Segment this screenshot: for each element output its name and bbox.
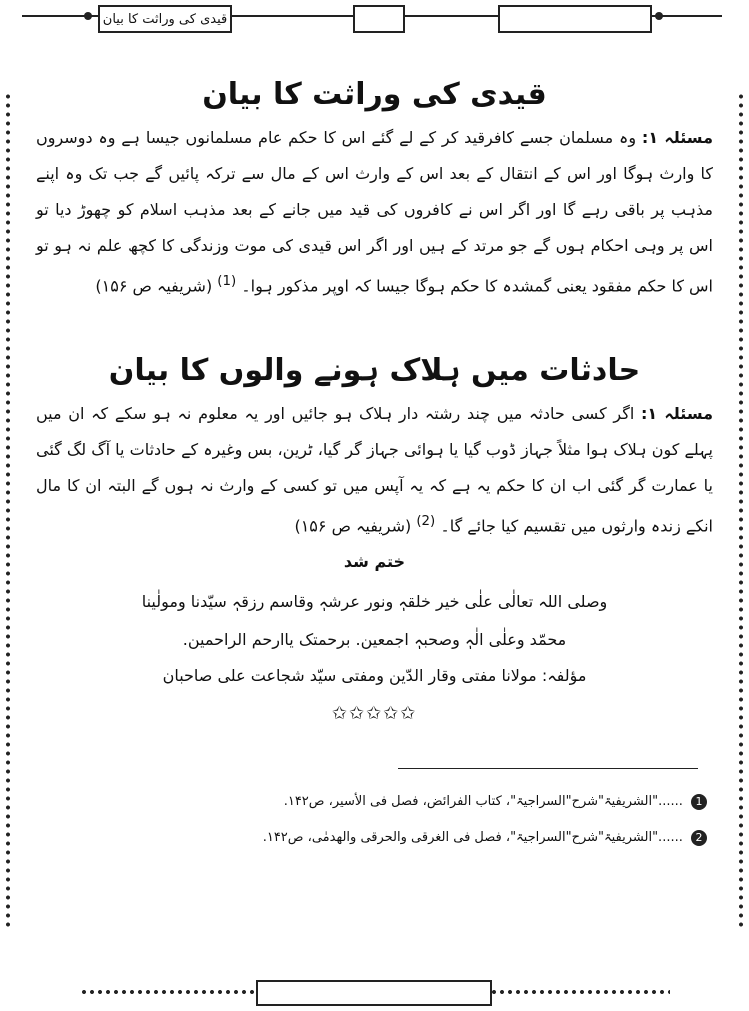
- header-blank-box-middle: [353, 5, 405, 33]
- footer-dotted-rule-right: [490, 990, 670, 994]
- header-end-dot-right: [655, 12, 663, 20]
- closing-line-2: محمّد وعلٰی الٰہٖ وصحبہٖ اجمعین. برحمتک یاارحم الراحمین.: [182, 629, 567, 649]
- footnote-rule: [398, 768, 698, 769]
- header-blank-box-right: [498, 5, 652, 33]
- author-line: مؤلفہ: مولانا مفتی وقار الدّین ومفتی سیّد شجاعت علی صاحبان: [162, 665, 587, 685]
- section-2-citation: (شریفیہ ص ۱۵۶): [294, 516, 412, 536]
- section-2-paragraph: [36, 396, 713, 544]
- running-title-box: [98, 5, 232, 33]
- section-2-label: مسئلہ ۱:: [641, 404, 714, 424]
- footer-blank-box: [256, 980, 492, 1006]
- section-2-text: اگر کسی حادثہ میں چند رشتہ دار ہلاک ہو جائیں اور یہ معلوم نہ ہو سکے کہ ان میں پہلے کون ہلاک ہوا مثلاً جہاز ڈوب گیا یا ہوائی جہاز گر گیا، ٹرین، بس وغیرہ کے حادثات یا آگ لگ گئی یا عمارت گر گئی اب ان کا حکم یہ ہے کہ یہ آپس میں تو کسی کے وارث نہ ہوں گے البتہ ان کا مال انکے زندہ وارثوں میں تقسیم کیا جائے گا۔: [36, 404, 713, 536]
- section-1-ref: (1): [217, 274, 237, 289]
- footnote-2-text: ......"الشریفیۃ"شرح"السراجیۃ"، فصل فی الغرقی والحرقی والھدمٰی، ص۱۴۲.: [262, 830, 683, 845]
- left-dotted-border: [6, 92, 10, 930]
- footnote-2-number: 2: [691, 830, 707, 846]
- section-2-heading: حادثات میں ہلاک ہونے والوں کا بیان: [108, 353, 641, 389]
- closing-line-1: وصلی اللہ تعالٰی علٰی خیر خلقہٖ ونور عرشہٖ وقاسم رزقہٖ سیّدنا ومولٰینا: [141, 591, 608, 611]
- page-content: [36, 70, 713, 729]
- running-title: قیدی کی وراثت کا بیان: [102, 11, 228, 27]
- section-1-paragraph: [36, 120, 713, 304]
- footnote-2: [263, 828, 707, 848]
- footnote-1-number: 1: [691, 794, 707, 810]
- khatm-shud: ختم شد: [343, 551, 406, 571]
- footnote-1: [284, 792, 707, 812]
- right-dotted-border: [739, 92, 743, 930]
- section-1-heading: قیدی کی وراثت کا بیان: [202, 77, 547, 112]
- section-1-label: مسئلہ ۱:: [641, 128, 713, 147]
- section-1-citation: (شریفیہ ص ۱۵۶): [95, 276, 213, 296]
- section-1-text: وہ مسلمان جسے کافرقید کر کے لے گئے اس کا حکم عام مسلمانوں جیسا ہے وہ دوسروں کا وارث ہوگا اور اس کے انتقال کے بعد اس کے وارث اس کے مال سے ترکہ پائیں گے جب تک وہ اپنے مذہب پر باقی رہے گا اور اگر اس نے کافروں کی قید میں جانے کے بعد مذہب اسلام کو چھوڑ دیا تو اس پر وہی احکام ہوں گے جو مرتد کے ہیں اور اگر اس قیدی کی موت وزندگی کا کچھ علم نہ ہو تو اس کا حکم مفقود یعنی گمشدہ کا حکم ہوگا جیسا کہ اوپر مذکور ہوا۔: [36, 128, 713, 296]
- stars-divider: ✩✩✩✩✩: [331, 702, 418, 724]
- header-end-dot-left: [84, 12, 92, 20]
- section-2-ref: (2): [416, 514, 436, 530]
- footnote-1-text: ......"الشریفیۃ"شرح"السراجیۃ"، کتاب الفرائض، فصل فی الأسیر، ص۱۴۲.: [283, 794, 683, 809]
- footer-dotted-rule-left: [80, 990, 256, 994]
